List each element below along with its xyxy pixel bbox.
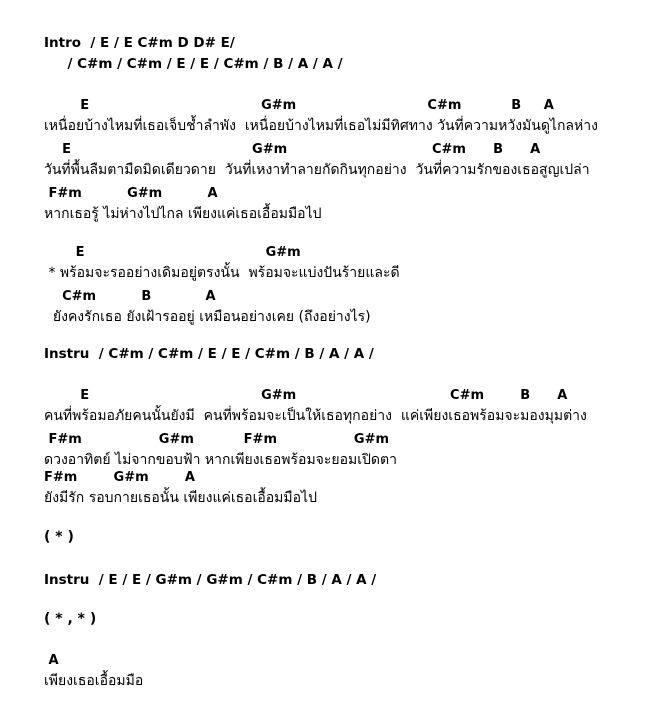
verse2-lyric-line-1: คนที่พร้อมอภัยคนนั้นยังมี คนที่พร้อมจะเป็นให้เธอทุกอย่าง แค่เพียงเธอพร้อมจะมองมุมต่าง — [44, 408, 587, 424]
verse2-chord-line-3: F#m G#m A — [44, 470, 195, 485]
outro-chord-line: A — [44, 653, 59, 668]
chorus-repeat-marker-2: ( * , * ) — [44, 611, 97, 627]
verse2-chord-line-1: E G#m C#m B A — [44, 388, 568, 403]
verse1-lyric-line-2: วันที่พื้นลืมตามืดมิดเดียวดาย วันที่เหงาทำลายกัดกินทุกอย่าง วันที่ความรักของเธอสูญเปล่า — [44, 162, 590, 178]
verse1-chord-line-2: E G#m C#m B A — [44, 142, 541, 157]
intro-section-line-2: / C#m / C#m / E / E / C#m / B / A / A / — [44, 56, 343, 72]
verse2-chord-line-2: F#m G#m F#m G#m — [44, 432, 390, 447]
chorus-lyric-line-1: * พร้อมจะรออย่างเดิมอยู่ตรงนั้น พร้อมจะแบ่งปันร้ายและดี — [44, 265, 400, 281]
chorus-chord-line-1: E G#m — [44, 245, 301, 260]
instrumental-section-line-1: Instru / C#m / C#m / E / E / C#m / B / A / A / — [44, 346, 374, 362]
verse2-lyric-line-2: ดวงอาทิตย์ ไม่จากขอบฟ้า หากเพียงเธอพร้อมจะยอมเปิดตา — [44, 452, 397, 468]
chorus-repeat-marker-1: ( * ) — [44, 529, 74, 545]
intro-section-line-1: Intro / E / E C#m D D# E/ — [44, 35, 235, 51]
verse2-lyric-line-3: ยังมีรัก รอบกายเธอนั้น เพียงแค่เธอเอื้อมมือไป — [44, 490, 317, 506]
verse1-lyric-line-1: เหนื่อยบ้างไหมที่เธอเจ็บช้ำลำพัง เหนื่อยบ้างไหมที่เธอไม่มีทิศทาง วันที่ความหวังมันดูไกลห่าง — [44, 118, 598, 134]
verse1-chord-line-1: E G#m C#m B A — [44, 98, 554, 113]
verse1-lyric-line-3: หากเธอรู้ ไม่ห่างไปไกล เพียงแค่เธอเอื้อมมือไป — [44, 206, 322, 222]
verse1-chord-line-3: F#m G#m A — [44, 186, 218, 201]
chorus-lyric-line-2: ยังคงรักเธอ ยังเฝ้ารออยู่ เหมือนอย่างเคย (ถึงอย่างไร) — [44, 309, 371, 325]
outro-lyric-line: เพียงเธอเอื้อมมือ — [44, 673, 144, 689]
chorus-chord-line-2: C#m B A — [44, 289, 216, 304]
instrumental-section-line-2: Instru / E / E / G#m / G#m / C#m / B / A / A / — [44, 572, 377, 588]
